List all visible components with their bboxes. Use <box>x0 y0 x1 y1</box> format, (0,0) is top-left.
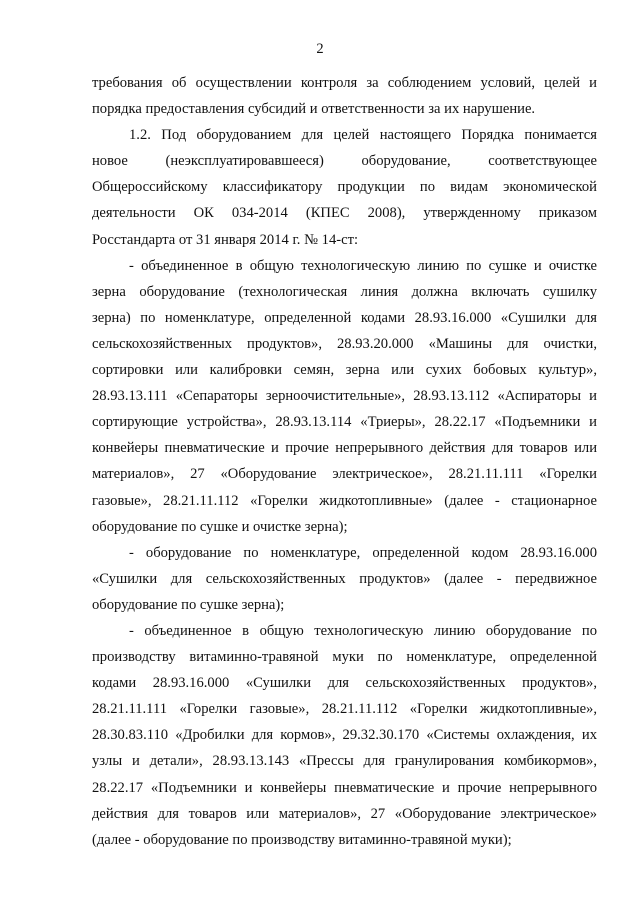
text-line: 28.93.13.111 «Сепараторы зерноочистительные», 28.93.13.112 «Аспираторы и <box>92 388 597 405</box>
document-body <box>92 70 597 853</box>
text-line: Общероссийскому классификатору продукции по видам экономической <box>92 179 597 196</box>
text-line: производству витаминно-травяной муки по номенклатуре, определенной <box>92 649 597 666</box>
paragraph-subsidy-control <box>92 70 597 122</box>
text-line: зерна) по номенклатуре, определенной кодами 28.93.16.000 «Сушилки для <box>92 309 597 326</box>
paragraph-vitamin-herbal-flour-equipment <box>92 618 597 853</box>
paragraph-equipment-definition <box>92 122 597 252</box>
text-line: 28.30.83.110 «Дробилки для кормов», 29.32.30.170 «Системы охлаждения, их <box>92 727 597 744</box>
text-line: действия для товаров или материалов», 27 «Оборудование электрическое» <box>92 805 597 822</box>
text-line: порядка предоставления субсидий и ответственности за их нарушение. <box>92 101 536 118</box>
text-line: сельскохозяйственных продуктов», 28.93.20.000 «Машины для очистки, <box>92 335 597 352</box>
text-line: 28.22.17 «Подъемники и конвейеры пневматические и прочие непрерывного <box>92 779 597 796</box>
text-line: материалов», 27 «Оборудование электрическое», 28.21.11.111 «Горелки <box>92 466 597 483</box>
text-line: сортировки или калибровки семян, зерна или сухих бобовых культур», <box>92 362 597 379</box>
text-line: сортирующие устройства», 28.93.13.114 «Триеры», 28.22.17 «Подъемники и <box>92 414 597 431</box>
paragraph-mobile-grain-drying-equipment <box>92 540 597 618</box>
text-line: - оборудование по номенклатуре, определенной кодом 28.93.16.000 <box>129 544 597 561</box>
text-line: новое (неэксплуатировавшееся) оборудование, соответствующее <box>92 153 597 170</box>
text-line: 28.21.11.111 «Горелки газовые», 28.21.11.112 «Горелки жидкотопливные», <box>92 701 597 718</box>
text-line: оборудование по сушке зерна); <box>92 596 285 613</box>
paragraph-stationary-grain-drying-equipment <box>92 253 597 540</box>
text-line: зерна оборудование (технологическая линия должна включать сушилку <box>92 283 597 300</box>
text-line: конвейеры пневматические и прочие непрерывного действия для товаров или <box>92 440 597 457</box>
text-line: «Сушилки для сельскохозяйственных продуктов» (далее - передвижное <box>92 570 597 587</box>
text-line: Росстандарта от 31 января 2014 г. № 14-ст: <box>92 231 359 248</box>
text-line: требования об осуществлении контроля за соблюдением условий, целей и <box>92 75 597 91</box>
text-line: газовые», 28.21.11.112 «Горелки жидкотопливные» (далее - стационарное <box>92 492 597 509</box>
text-line: узлы и детали», 28.93.13.143 «Прессы для гранулирования комбикормов», <box>92 753 597 770</box>
text-line: 1.2. Под оборудованием для целей настоящего Порядка понимается <box>129 127 597 144</box>
text-line: (далее - оборудование по производству витаминно-травяной муки); <box>92 831 512 848</box>
text-line: кодами 28.93.16.000 «Сушилки для сельскохозяйственных продуктов», <box>92 675 597 692</box>
text-line: деятельности ОК 034-2014 (КПЕС 2008), утвержденному приказом <box>92 205 597 222</box>
text-line: оборудование по сушке и очистке зерна); <box>92 518 348 535</box>
text-line: - объединенное в общую технологическую линию оборудование по <box>129 622 597 639</box>
page-number: 2 <box>316 41 324 57</box>
text-line: - объединенное в общую технологическую линию по сушке и очистке <box>129 257 597 274</box>
